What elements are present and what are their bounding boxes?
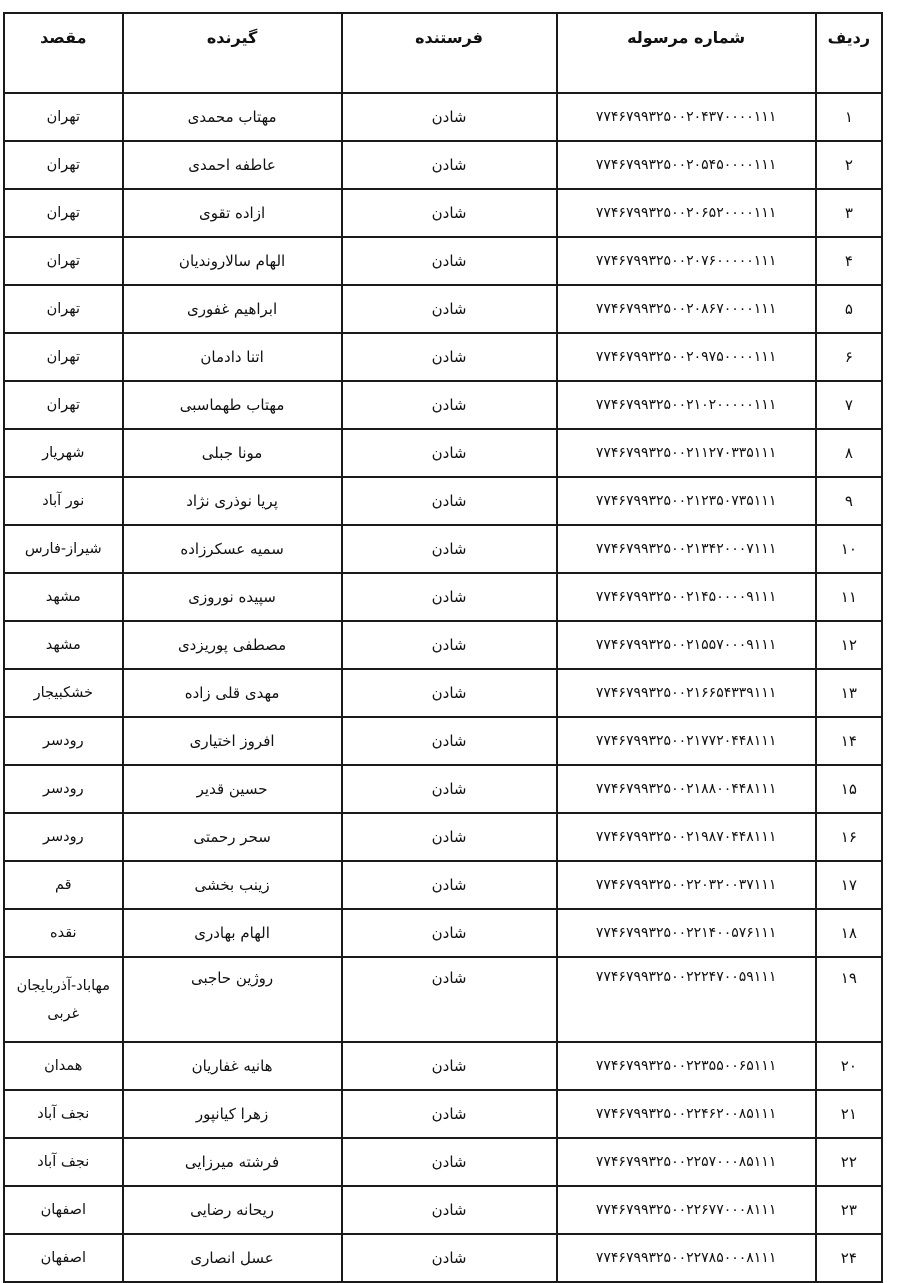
cell-tracking-number: ۷۷۴۶۷۹۹۳۲۵۰۰۲۲۳۵۵۰۰۶۵۱۱۱	[557, 1042, 816, 1090]
cell-sender: شادن	[342, 237, 557, 285]
cell-row-number: ۱۳	[816, 669, 882, 717]
table-row	[4, 477, 882, 525]
cell-sender: شادن	[342, 1234, 557, 1282]
cell-destination: نجف آباد	[4, 1090, 123, 1138]
cell-destination: خشکبیجار	[4, 669, 123, 717]
cell-receiver: هانیه غفاریان	[123, 1042, 342, 1090]
table-row	[4, 333, 882, 381]
cell-tracking-number: ۷۷۴۶۷۹۹۳۲۵۰۰۲۲۶۷۷۰۰۰۸۱۱۱	[557, 1186, 816, 1234]
table-row	[4, 717, 882, 765]
table-row	[4, 1042, 882, 1090]
cell-destination: همدان	[4, 1042, 123, 1090]
table-row	[4, 525, 882, 573]
cell-sender: شادن	[342, 621, 557, 669]
cell-row-number: ۱۹	[816, 957, 882, 1042]
cell-row-number: ۲۱	[816, 1090, 882, 1138]
cell-destination: تهران	[4, 381, 123, 429]
cell-sender: شادن	[342, 669, 557, 717]
table-row	[4, 909, 882, 957]
cell-receiver: حسین قدیر	[123, 765, 342, 813]
table-row	[4, 189, 882, 237]
cell-sender: شادن	[342, 429, 557, 477]
cell-destination: رودسر	[4, 765, 123, 813]
cell-sender: شادن	[342, 909, 557, 957]
cell-tracking-number: ۷۷۴۶۷۹۹۳۲۵۰۰۲۰۹۷۵۰۰۰۰۱۱۱	[557, 333, 816, 381]
cell-receiver: مهدی قلی زاده	[123, 669, 342, 717]
cell-row-number: ۱۱	[816, 573, 882, 621]
cell-destination: تهران	[4, 141, 123, 189]
cell-sender: شادن	[342, 957, 557, 1042]
table-row	[4, 1138, 882, 1186]
cell-row-number: ۹	[816, 477, 882, 525]
cell-sender: شادن	[342, 525, 557, 573]
cell-destination: تهران	[4, 333, 123, 381]
cell-receiver: مصطفی پوریزدی	[123, 621, 342, 669]
cell-row-number: ۱	[816, 93, 882, 141]
cell-row-number: ۱۷	[816, 861, 882, 909]
cell-row-number: ۲۳	[816, 1186, 882, 1234]
cell-sender: شادن	[342, 717, 557, 765]
cell-row-number: ۶	[816, 333, 882, 381]
header-receiver: گیرنده	[123, 13, 342, 93]
cell-receiver: سپیده نوروزی	[123, 573, 342, 621]
shipment-sheet	[0, 12, 902, 1283]
cell-destination: مشهد	[4, 621, 123, 669]
cell-destination: شیراز-فارس	[4, 525, 123, 573]
table-row	[4, 1186, 882, 1234]
table-row	[4, 1090, 882, 1138]
table-row	[4, 621, 882, 669]
cell-sender: شادن	[342, 333, 557, 381]
shipment-table	[3, 12, 883, 1283]
cell-tracking-number: ۷۷۴۶۷۹۹۳۲۵۰۰۲۰۸۶۷۰۰۰۰۱۱۱	[557, 285, 816, 333]
cell-receiver: ابراهیم غفوری	[123, 285, 342, 333]
cell-sender: شادن	[342, 813, 557, 861]
cell-row-number: ۲۰	[816, 1042, 882, 1090]
cell-sender: شادن	[342, 1042, 557, 1090]
table-row	[4, 381, 882, 429]
cell-destination: قم	[4, 861, 123, 909]
cell-tracking-number: ۷۷۴۶۷۹۹۳۲۵۰۰۲۰۵۴۵۰۰۰۰۱۱۱	[557, 141, 816, 189]
cell-destination: نجف آباد	[4, 1138, 123, 1186]
cell-receiver: اتنا دادمان	[123, 333, 342, 381]
cell-tracking-number: ۷۷۴۶۷۹۹۳۲۵۰۰۲۱۳۴۲۰۰۰۷۱۱۱	[557, 525, 816, 573]
cell-tracking-number: ۷۷۴۶۷۹۹۳۲۵۰۰۲۱۰۲۰۰۰۰۰۱۱۱	[557, 381, 816, 429]
cell-receiver: مهتاب محمدی	[123, 93, 342, 141]
cell-sender: شادن	[342, 189, 557, 237]
cell-receiver: عسل انصاری	[123, 1234, 342, 1282]
cell-destination: مهاباد-آذربایجان غربی	[4, 957, 123, 1042]
cell-tracking-number: ۷۷۴۶۷۹۹۳۲۵۰۰۲۲۴۶۲۰۰۸۵۱۱۱	[557, 1090, 816, 1138]
cell-tracking-number: ۷۷۴۶۷۹۹۳۲۵۰۰۲۱۷۷۲۰۴۴۸۱۱۱	[557, 717, 816, 765]
cell-tracking-number: ۷۷۴۶۷۹۹۳۲۵۰۰۲۱۶۶۵۴۳۳۹۱۱۱	[557, 669, 816, 717]
cell-tracking-number: ۷۷۴۶۷۹۹۳۲۵۰۰۲۱۱۲۷۰۳۳۵۱۱۱	[557, 429, 816, 477]
table-row	[4, 861, 882, 909]
cell-row-number: ۴	[816, 237, 882, 285]
table-row	[4, 429, 882, 477]
cell-tracking-number: ۷۷۴۶۷۹۹۳۲۵۰۰۲۲۷۸۵۰۰۰۸۱۱۱	[557, 1234, 816, 1282]
cell-sender: شادن	[342, 1186, 557, 1234]
cell-row-number: ۱۵	[816, 765, 882, 813]
cell-tracking-number: ۷۷۴۶۷۹۹۳۲۵۰۰۲۰۴۳۷۰۰۰۰۱۱۱	[557, 93, 816, 141]
cell-receiver: ریحانه رضایی	[123, 1186, 342, 1234]
cell-tracking-number: ۷۷۴۶۷۹۹۳۲۵۰۰۲۲۲۴۷۰۰۵۹۱۱۱	[557, 957, 816, 1042]
cell-row-number: ۲	[816, 141, 882, 189]
cell-sender: شادن	[342, 1090, 557, 1138]
cell-row-number: ۷	[816, 381, 882, 429]
cell-tracking-number: ۷۷۴۶۷۹۹۳۲۵۰۰۲۱۴۵۰۰۰۰۹۱۱۱	[557, 573, 816, 621]
header-tracking-number: شماره مرسوله	[557, 13, 816, 93]
cell-destination: اصفهان	[4, 1186, 123, 1234]
cell-destination: مشهد	[4, 573, 123, 621]
cell-sender: شادن	[342, 573, 557, 621]
table-row	[4, 573, 882, 621]
cell-receiver: زهرا کیانپور	[123, 1090, 342, 1138]
cell-destination: اصفهان	[4, 1234, 123, 1282]
table-row	[4, 141, 882, 189]
cell-sender: شادن	[342, 477, 557, 525]
cell-row-number: ۸	[816, 429, 882, 477]
header-sender: فرستنده	[342, 13, 557, 93]
cell-tracking-number: ۷۷۴۶۷۹۹۳۲۵۰۰۲۱۵۵۷۰۰۰۹۱۱۱	[557, 621, 816, 669]
cell-destination: تهران	[4, 237, 123, 285]
cell-receiver: افروز اختیاری	[123, 717, 342, 765]
cell-tracking-number: ۷۷۴۶۷۹۹۳۲۵۰۰۲۰۷۶۰۰۰۰۰۱۱۱	[557, 237, 816, 285]
cell-destination: نقده	[4, 909, 123, 957]
cell-destination: رودسر	[4, 813, 123, 861]
cell-sender: شادن	[342, 381, 557, 429]
table-row	[4, 285, 882, 333]
table-header-row	[4, 13, 882, 93]
cell-receiver: فرشته میرزایی	[123, 1138, 342, 1186]
cell-tracking-number: ۷۷۴۶۷۹۹۳۲۵۰۰۲۱۹۸۷۰۴۴۸۱۱۱	[557, 813, 816, 861]
cell-destination: نور آباد	[4, 477, 123, 525]
cell-receiver: زینب بخشی	[123, 861, 342, 909]
cell-destination: شهریار	[4, 429, 123, 477]
table-row	[4, 237, 882, 285]
cell-sender: شادن	[342, 765, 557, 813]
header-row-number: ردیف	[816, 13, 882, 93]
cell-row-number: ۱۴	[816, 717, 882, 765]
cell-sender: شادن	[342, 1138, 557, 1186]
cell-tracking-number: ۷۷۴۶۷۹۹۳۲۵۰۰۲۱۲۳۵۰۷۳۵۱۱۱	[557, 477, 816, 525]
cell-row-number: ۱۲	[816, 621, 882, 669]
cell-row-number: ۱۶	[816, 813, 882, 861]
cell-receiver: پریا نوذری نژاد	[123, 477, 342, 525]
cell-receiver: الهام سالاروندیان	[123, 237, 342, 285]
cell-receiver: سمیه عسکرزاده	[123, 525, 342, 573]
cell-tracking-number: ۷۷۴۶۷۹۹۳۲۵۰۰۲۲۰۳۲۰۰۳۷۱۱۱	[557, 861, 816, 909]
cell-tracking-number: ۷۷۴۶۷۹۹۳۲۵۰۰۲۲۵۷۰۰۰۸۵۱۱۱	[557, 1138, 816, 1186]
cell-tracking-number: ۷۷۴۶۷۹۹۳۲۵۰۰۲۱۸۸۰۰۴۴۸۱۱۱	[557, 765, 816, 813]
cell-tracking-number: ۷۷۴۶۷۹۹۳۲۵۰۰۲۰۶۵۲۰۰۰۰۱۱۱	[557, 189, 816, 237]
cell-row-number: ۵	[816, 285, 882, 333]
cell-tracking-number: ۷۷۴۶۷۹۹۳۲۵۰۰۲۲۱۴۰۰۵۷۶۱۱۱	[557, 909, 816, 957]
table-row	[4, 765, 882, 813]
cell-receiver: عاطفه احمدی	[123, 141, 342, 189]
cell-receiver: ازاده تقوی	[123, 189, 342, 237]
cell-receiver: روژین حاجبی	[123, 957, 342, 1042]
cell-sender: شادن	[342, 285, 557, 333]
cell-receiver: مونا جبلی	[123, 429, 342, 477]
cell-row-number: ۱۸	[816, 909, 882, 957]
cell-row-number: ۲۴	[816, 1234, 882, 1282]
cell-destination: تهران	[4, 93, 123, 141]
table-body	[4, 93, 882, 1282]
table-row	[4, 93, 882, 141]
cell-row-number: ۱۰	[816, 525, 882, 573]
table-row	[4, 957, 882, 1042]
cell-destination: تهران	[4, 189, 123, 237]
cell-receiver: سحر رحمتی	[123, 813, 342, 861]
cell-row-number: ۳	[816, 189, 882, 237]
table-row	[4, 669, 882, 717]
cell-receiver: مهتاب طهماسبی	[123, 381, 342, 429]
cell-row-number: ۲۲	[816, 1138, 882, 1186]
table-row	[4, 1234, 882, 1282]
cell-sender: شادن	[342, 93, 557, 141]
cell-sender: شادن	[342, 861, 557, 909]
cell-destination: رودسر	[4, 717, 123, 765]
cell-destination: تهران	[4, 285, 123, 333]
cell-receiver: الهام بهادری	[123, 909, 342, 957]
header-destination: مقصد	[4, 13, 123, 93]
cell-sender: شادن	[342, 141, 557, 189]
table-row	[4, 813, 882, 861]
